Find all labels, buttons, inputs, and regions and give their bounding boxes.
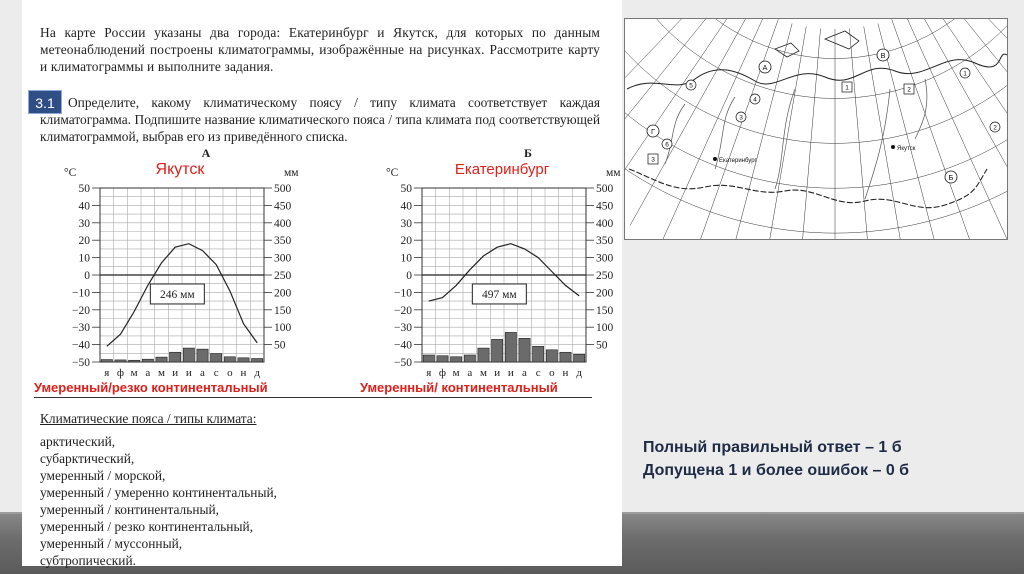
precip-tick-label: 250	[596, 270, 614, 282]
chart-letter: А	[201, 146, 211, 160]
month-label: и	[494, 367, 501, 379]
temp-tick-label: 0	[84, 270, 90, 282]
precip-tick-label: 200	[274, 287, 292, 300]
temp-tick-label: −20	[394, 304, 412, 317]
temp-tick-label: −30	[72, 322, 90, 335]
temp-unit-label: °C	[64, 167, 77, 179]
map-circle-number: 6	[665, 141, 669, 149]
temp-tick-label: 40	[400, 200, 412, 213]
map-circle-number: 4	[753, 96, 757, 104]
temp-tick-label: −10	[72, 287, 90, 300]
precip-bar-2	[115, 360, 126, 362]
month-label: я	[104, 367, 110, 379]
temp-tick-label: −30	[394, 322, 412, 335]
month-label: и	[172, 367, 179, 379]
precip-bar-10	[224, 357, 235, 362]
map-meridian	[764, 27, 806, 239]
month-label: о	[549, 367, 555, 379]
climatogram-b	[352, 146, 622, 380]
climate-list-item: умеренный / резко континентальный,	[40, 519, 253, 534]
map-meridian	[625, 19, 728, 186]
temp-tick-label: −40	[394, 339, 412, 352]
annual-total-label: 497 мм	[481, 288, 517, 301]
month-label: с	[535, 367, 541, 379]
map-point-letter: В	[880, 51, 886, 60]
map-point-letter: Г	[650, 127, 656, 136]
temp-tick-label: −40	[72, 339, 90, 352]
temp-tick-label: 20	[400, 235, 412, 248]
temp-unit-label: °C	[386, 167, 399, 179]
temp-tick-label: 40	[78, 200, 90, 213]
climate-list	[40, 433, 277, 569]
precip-tick-label: 300	[274, 252, 292, 265]
precip-tick-label: 350	[274, 235, 292, 248]
precip-tick-label: 150	[596, 304, 614, 317]
map-meridian	[662, 19, 768, 239]
precip-bar-7	[183, 348, 194, 362]
precip-bar-10	[546, 350, 557, 362]
map-city-dot	[891, 145, 895, 149]
chart-letter: Б	[524, 146, 532, 160]
precip-bar-9	[533, 346, 544, 362]
precip-bar-3	[129, 360, 140, 362]
precip-bar-12	[252, 359, 263, 362]
map-meridian	[625, 19, 717, 162]
month-label: а	[467, 367, 473, 379]
month-label: ф	[438, 367, 447, 379]
temp-tick-label: 30	[400, 217, 412, 230]
precip-tick-label: 400	[596, 217, 614, 230]
precip-bar-9	[211, 354, 222, 362]
precip-bar-5	[478, 348, 489, 362]
precip-tick-label: 500	[596, 183, 614, 195]
month-label: м	[452, 367, 460, 379]
precip-bar-8	[197, 349, 208, 362]
precip-tick-label: 450	[274, 200, 292, 213]
map-meridian	[930, 19, 1007, 207]
month-label: с	[213, 367, 219, 379]
map-circle-number: 3	[739, 114, 743, 122]
temp-tick-label: 0	[406, 270, 412, 282]
precip-tick-label: 100	[596, 322, 614, 335]
temp-tick-label: 30	[78, 217, 90, 230]
precip-tick-label: 50	[596, 339, 608, 352]
map-meridian	[630, 19, 752, 226]
climate-list-item: умеренный / морской,	[40, 468, 166, 483]
precip-tick-label: 400	[274, 217, 292, 230]
month-label: я	[426, 367, 432, 379]
intro-text: На карте России указаны два города: Екатеринбург и Якутск, для которых по данным метеонаблюдений построены климатограммы, изображённые на рисунках. Рассмотрите карту и климатограммы и выполните задания.	[40, 25, 600, 74]
precip-bar-4	[464, 355, 475, 362]
month-label: д	[576, 367, 582, 379]
temp-tick-label: −20	[72, 304, 90, 317]
precip-bar-2	[437, 356, 448, 362]
precip-tick-label: 350	[596, 235, 614, 248]
precip-bar-6	[170, 352, 181, 362]
task-text	[40, 94, 600, 145]
precip-bar-11	[560, 352, 571, 362]
map-meridian	[892, 19, 975, 239]
temp-tick-label: −50	[394, 357, 412, 369]
answer-line-a	[34, 397, 334, 398]
precip-bar-7	[505, 332, 516, 362]
month-label: м	[480, 367, 487, 379]
precip-tick-label: 250	[274, 270, 292, 282]
precip-unit-label: мм	[284, 167, 299, 179]
precip-tick-label: 200	[596, 287, 614, 300]
precip-bar-6	[492, 339, 503, 362]
map-circle-number: 2	[993, 124, 997, 132]
map-square-number: 1	[845, 84, 849, 92]
precip-unit-label: мм	[606, 167, 621, 179]
map-parallel	[625, 70, 1007, 233]
precip-bar-12	[574, 354, 585, 362]
russia-map	[624, 18, 1008, 240]
map-city-label: Екатеринбург	[719, 158, 757, 164]
temp-tick-label: −10	[394, 287, 412, 300]
precip-bar-4	[142, 359, 153, 362]
map-meridian	[799, 28, 820, 239]
map-meridian	[942, 19, 1007, 186]
precip-tick-label: 300	[596, 252, 614, 265]
annual-total-label: 246 мм	[159, 288, 195, 301]
month-label: н	[240, 367, 247, 379]
russia-map-drawing	[625, 19, 1007, 239]
climate-list-item: арктический,	[40, 434, 116, 449]
map-meridian	[625, 19, 740, 207]
task-text-body: Определите, какому климатическому поясу / типу климата соответствует каждая климатограмма. Подпишите название климатического пояса / типа климата под соответствующей климатограммой, выбрав его из приведённого списка.	[40, 95, 600, 144]
climate-list-title: Климатические пояса / типы климата:	[40, 411, 257, 426]
chart-city-label: Якутск	[155, 161, 205, 178]
month-label: а	[145, 367, 151, 379]
precip-bar-3	[451, 357, 462, 362]
map-river	[665, 104, 685, 164]
temp-tick-label: 10	[78, 252, 90, 265]
task-number-badge: 3.1	[28, 90, 62, 114]
month-label: м	[130, 367, 138, 379]
map-meridian	[695, 19, 778, 239]
map-circle-number: 5	[689, 82, 693, 90]
map-meridian	[953, 19, 1007, 162]
month-label: м	[158, 367, 165, 379]
answer-line-b	[332, 397, 592, 398]
precip-tick-label: 100	[274, 322, 292, 335]
answer-b: Умеренный/ континентальный	[360, 380, 558, 395]
precip-bar-8	[519, 338, 530, 362]
map-square-number: 3	[651, 156, 655, 164]
answer-a: Умеренный/резко континентальный	[34, 380, 268, 395]
map-point-letter: Б	[948, 173, 954, 182]
precip-bar-1	[423, 355, 434, 362]
scoring-full: Полный правильный ответ – 1 б	[643, 439, 902, 456]
month-label: а	[522, 367, 527, 379]
precip-bar-11	[238, 358, 249, 362]
temp-tick-label: 20	[78, 235, 90, 248]
map-square-number: 2	[907, 86, 911, 94]
month-label: а	[200, 367, 205, 379]
precip-tick-label: 50	[274, 339, 286, 352]
month-label: и	[185, 367, 192, 379]
precip-bar-5	[156, 357, 167, 362]
precip-tick-label: 500	[274, 183, 292, 195]
climate-list-item: умеренный / континентальный,	[40, 502, 220, 517]
chart-city-label: Екатеринбург	[454, 161, 550, 178]
climate-list-item: субарктический,	[40, 451, 135, 466]
map-meridian	[849, 28, 870, 239]
month-label: и	[507, 367, 514, 379]
precip-bar-1	[101, 360, 112, 362]
temp-tick-label: −50	[72, 357, 90, 369]
month-label: о	[227, 367, 233, 379]
precip-tick-label: 450	[596, 200, 614, 213]
temp-tick-label: 50	[400, 183, 412, 195]
map-point-letter: А	[762, 63, 768, 72]
scoring-block	[643, 436, 909, 482]
month-label: д	[254, 367, 260, 379]
month-label: н	[562, 367, 569, 379]
task-document	[22, 0, 622, 566]
map-city-label: Якутск	[897, 146, 916, 152]
climatogram-a	[30, 146, 300, 380]
climate-list-item: умеренный / умеренно континентальный,	[40, 485, 277, 500]
temp-tick-label: 50	[78, 183, 90, 195]
month-label: ф	[116, 367, 125, 379]
climate-list-item: субтропический.	[40, 553, 136, 568]
map-circle-number: 1	[963, 70, 967, 78]
precip-tick-label: 150	[274, 304, 292, 317]
scoring-error: Допущена 1 и более ошибок – 0 б	[643, 462, 910, 479]
map-city-dot	[713, 157, 717, 161]
map-parallel	[625, 47, 1007, 188]
climate-list-item: умеренный / муссонный,	[40, 536, 183, 551]
temp-tick-label: 10	[400, 252, 412, 265]
